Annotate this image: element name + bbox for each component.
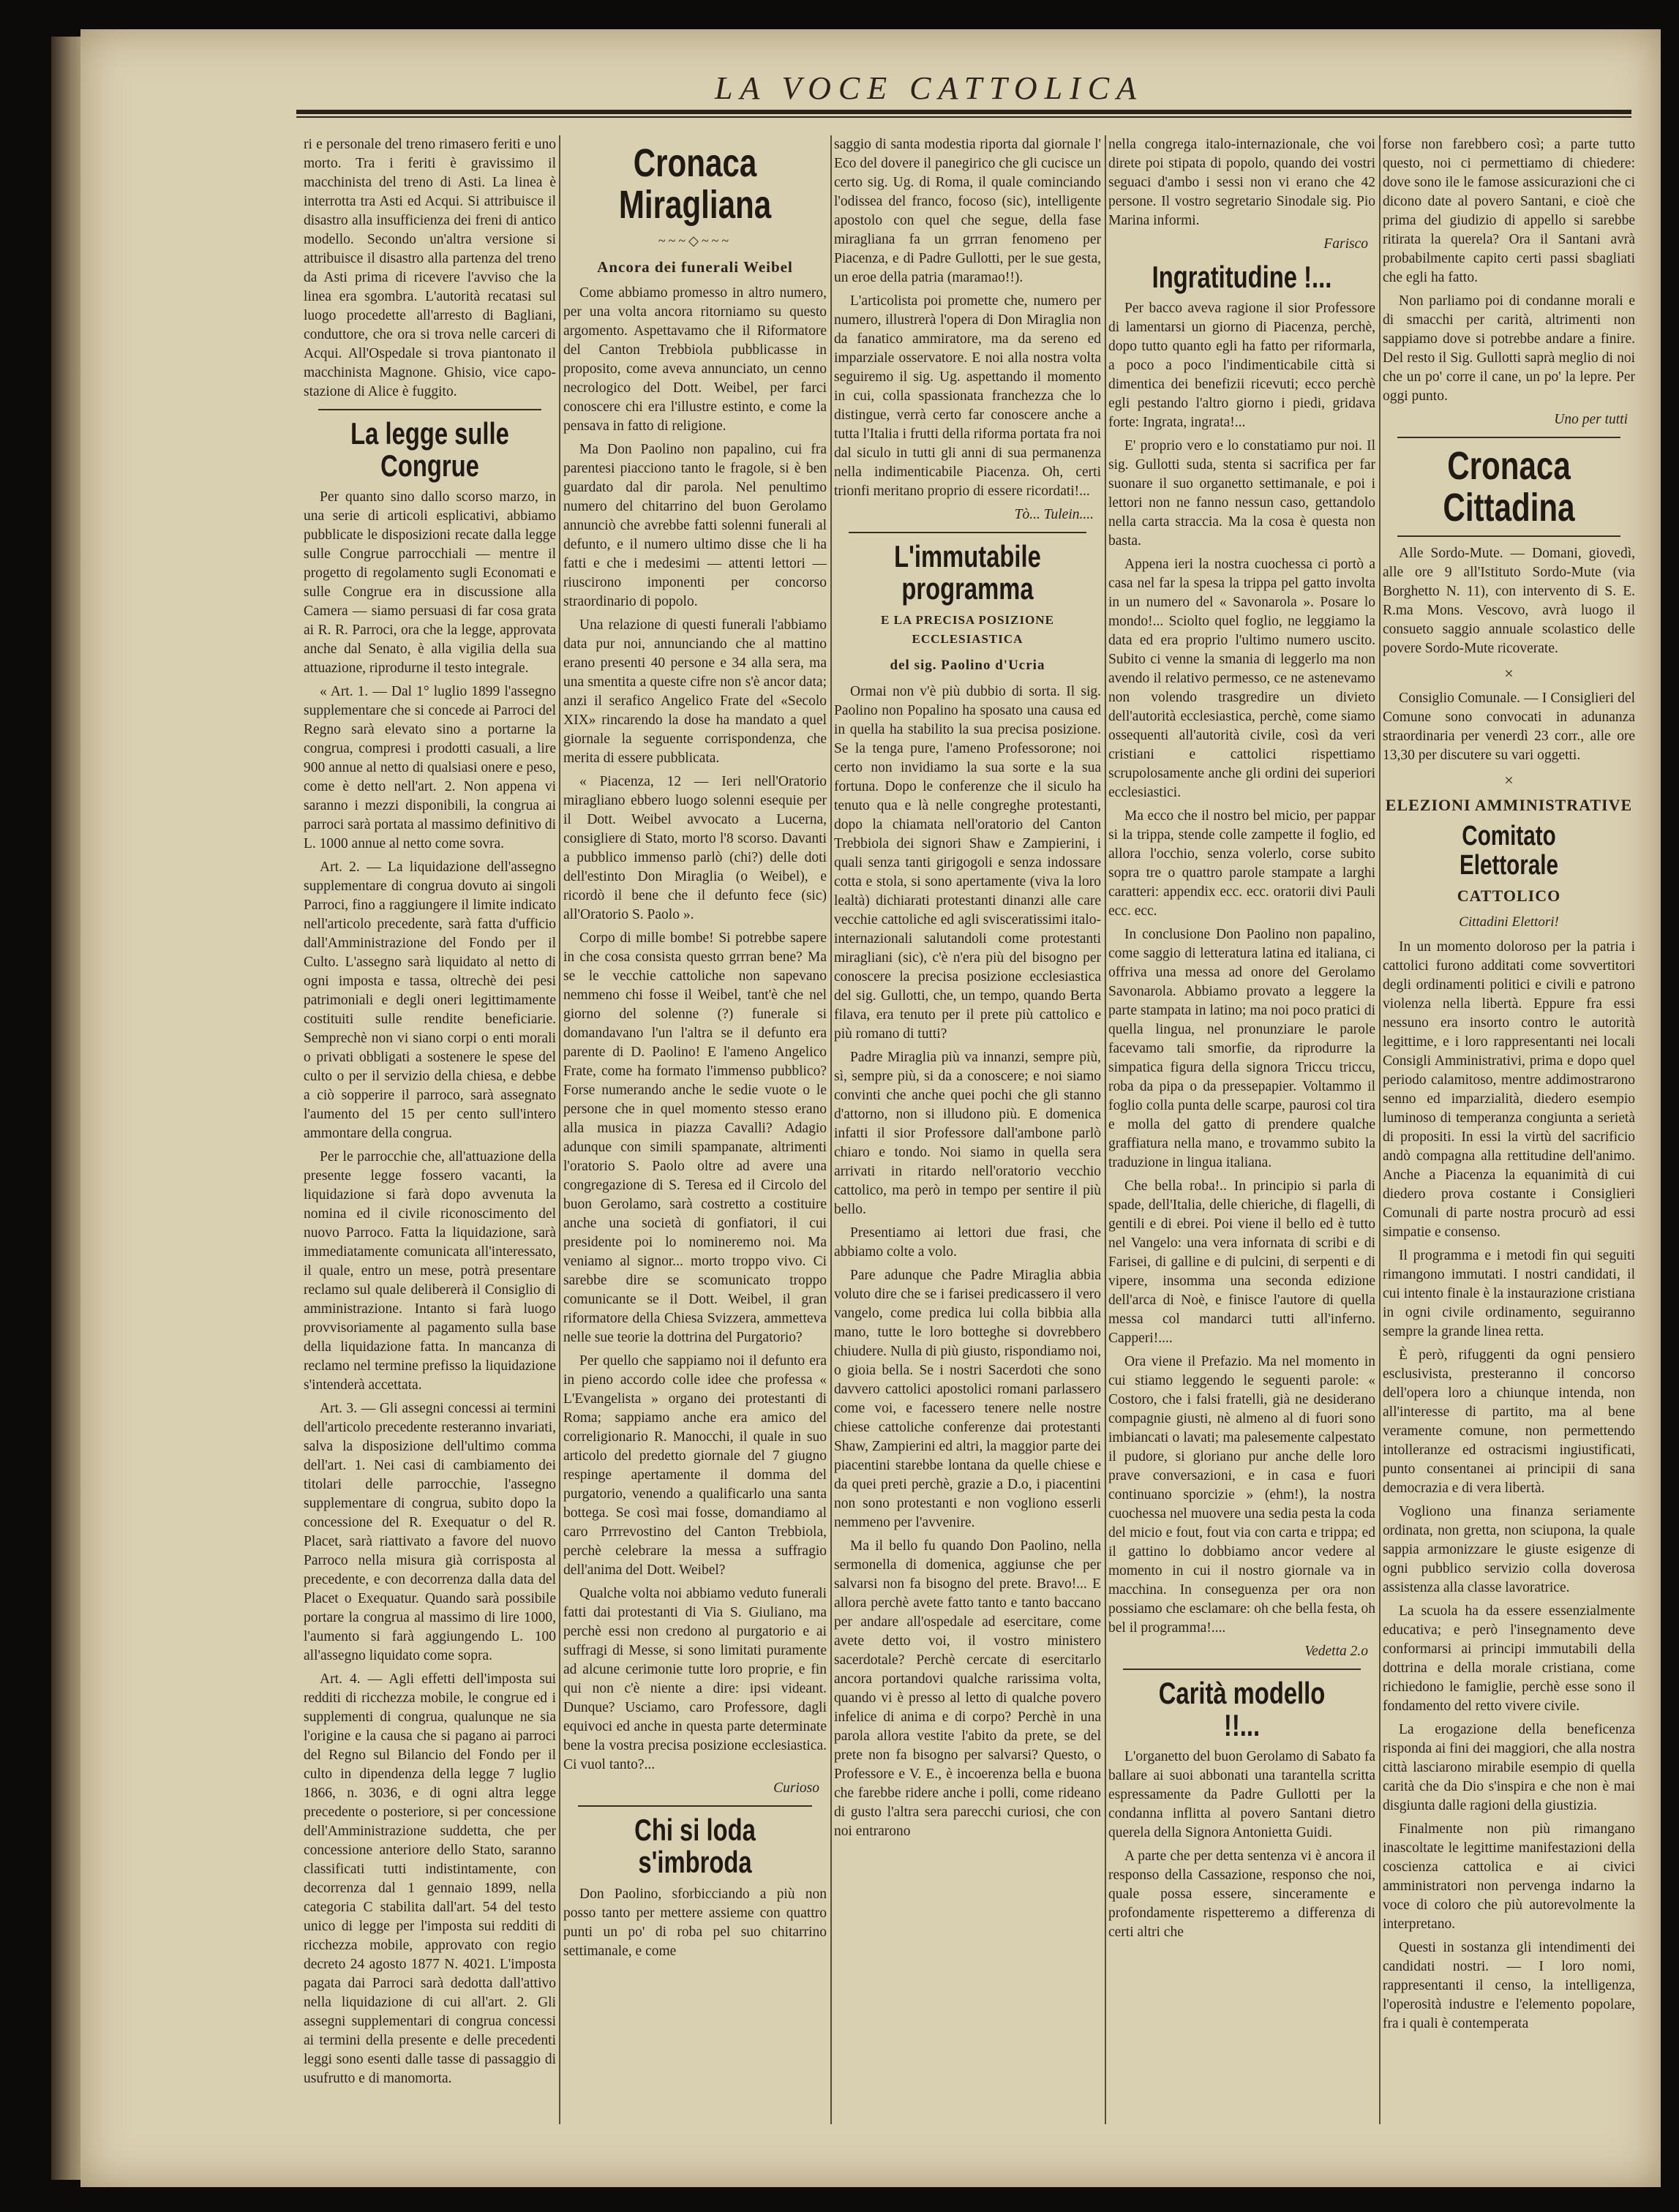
ornament: ~~~◇~~~ [658,233,732,249]
article-divider [1123,1669,1361,1670]
article-text: Come abbiamo promesso in altro numero, per una volta ancora ritorniamo su questo argomento. Aspettavamo che il Riformatore del Canton Trebbiola pubblicasse in proposito, come aveva annunciato, un cenno necrologico del Dott. Weibel, per farci conoscere chi era l'illustre estinto, e come la pensava in fatto di religione. [563,285,827,434]
article-text: Corpo di mille bombe! Si potrebbe sapere in che cosa consista questo grrran bene? Ma se le vecchie cattoliche non sapevano nemmeno chi fosse il Weibel, tant'è che nel giorno del solenne (?) funerale si domandavano l'un l'altra se il defunto era parente di D. Paolino! E l'ameno Angelico Frate, come ha formato l'immenso pubblico? Forse numerando anche le sedie vuote o le persone che in quel momento stesso erano alla musica in piazza Cavalli? Adagio adunque con simili spampanate, altrimenti l'oratorio S. Paolo oltre ad avere una congregazione di S. Teresa ed il Circolo del buon Gerolamo, sarà costretto a costituire anche una società di gonfiatori, il cui presidente poi lo nomineremo noi. Ma veniamo al signor... morto troppo vivo. Ci sarebbe dire se scomunicato troppo comunicante se il Dott. Weibel, il gran riformatore della Chiesa Svizzera, ammetteva nelle sue teorie la dottrina del Purgatorio? [563,930,827,1346]
article-text: E' proprio vero e lo constatiamo pur noi. Il sig. Gullotti suda, stenta si sacrifica per far suonare il suo organetto settimanale, e poi i lettori non ne fanno nessun caso, gettandolo nella carta straccia. Ma la cosa è questa non basta. [1108,438,1375,549]
article-text: Art. 2. — La liquidazione dell'assegno supplementare di congrua dovuto ai singoli Parroci, fino a raggiungere il limite indicato nell'articolo precedente, sarà fatta d'ufficio dall'Amministrazione del Fondo per il Culto. L'assegno sarà liquidato al netto di ogni imposta e tassa, oltrechè dei pesi patrimoniali e degli oneri legittimamente costituiti sulle rendite beneficiarie. Semprechè non vi siano corpi o enti morali o privati obbligati a sostenere le spese del culto o per il servizio della chiesa, e debbe a ciò sopperire il parroco, sarà assegnato l'aumento del 15 per cento sull'intero ammontare della congrua. [304,859,556,1142]
article-text: Ormai non v'è più dubbio di sorta. Il sig. Paolino non Popalino ha sposato una causa ed in quella ha stabilito la sua precisa posizione. Se la tenga pure, l'ameno Professorone; noi certo non invidiamo la sua sorte e la sua fortuna. Dopo le conferenze che il siculo ha tenuto qua e là nelle congreghe protestanti, dopo la chiamata nell'oratorio del Canton Trebbiola dei signori Shaw e Zampierini, i quali senza tanti girigogoli e senza indossare cotta e stola, si sono apertamente (viva la loro lealtà) dichiarati protestanti dinanzi alle care vecchie cattoliche ed agli svisceratissimi italo-internazionali salutandoli come protestanti miragliani (sic), c'è n'era più del bisogno per conoscere la precisa posizione ecclesiastica del sig. Gullotti, che, un tempo, quando Berta filava, era tenuto per il prete più cattolico e più romano di tutti? [834,684,1101,1042]
article-heading: La legge sulle Congrue [350,416,509,484]
article-text: Consiglio Comunale. — I Consiglieri del Comune sono convocati in adunanza straordinaria per venerdì 23 corr., alle ore 13,30 per discutere su vari oggetti. [1383,691,1635,764]
article-text: Questi in sostanza gli intendimenti dei candidati nostri. — I loro nomi, rappresentanti il censo, la intelligenza, l'operosità industre e l'elemento popolare, fra i quali è contemperata [1383,1940,1635,2032]
article-text: In un momento doloroso per la patria i cattolici furono additati come sovvertitori degli ordinamenti politici e civili e patrono violenza nella libertà. Eppure fra essi nessuno era insorto contro le autorità legittime, e i loro rappresentanti nei locali Consigli Amministrativi, prima e dopo quel periodo calamitoso, mentre addimostrarono senno ed imparzialità, diedero esempio luminoso di temperanza congiunta a serietà di propositi. In essi la virtù del sacrificio andò compagna alla rettitudine dell'animo. Anche a Piacenza la equanimità di cui diedero prova costante i Consiglieri Comunali di parte nostra procurò ad essi simpatie e consenso. [1383,939,1635,1241]
article-byline: del sig. Paolino d'Ucria [890,658,1045,674]
column-1 [304,135,556,2139]
article-text: « Art. 1. — Dal 1° luglio 1899 l'assegno supplementare che si concede ai Parroci del Regno sarà elevato sino a portarne la congrua, compresi i prodotti casuali, a lire 900 annue al netto di qualsiasi onere e peso, come è detto nell'art. 2. Non appena vi saranno i mezzi disponibili, la congrua ai parroci sarà portata al massimo definitivo di L. 1000 annue al netto come sovra. [304,684,556,852]
article-heading: Carità modello !!... [1158,1676,1326,1743]
article-text: forse non farebbero così; a parte tutto questo, noi ci permettiamo di chiedere: dove sono ile le famose assicurazioni che ci dicono date al povero Santani, e cioè che prima del giudizio di appello si sarebbe ritirata la querela? Ora il Santani avrà probabilmente capito certi passi sbagliati che egli ha fatto. [1383,137,1635,285]
article-heading: Chi si loda s'imbroda [634,1813,756,1880]
article-text: Ma Don Paolino non papalino, cui fra parentesi piacciono tanto le fragole, si è ben guardato dal dir parola. Nel penultimo numero del chitarrino del buon Gerolamo annunciò che avrebbe fatti solenni funerali al defunto, e il numero ultimo disse che li ha fatti e che i medesimi — attenti lettori — riuscirono imponenti per concorso straordinario di popolo. [563,442,827,610]
article-heading: Ingratitudine !... [1152,260,1332,294]
masthead: LA VOCE CATTOLICA [715,70,1143,106]
article-text: L'articolista poi promette che, numero per numero, illustrerà l'opera di Don Miraglia non da fanatico ammiratore, ma da sereno ed imparziale osservatore. E noi alla nostra volta seguiremo il sig. Ug. aspettando il momento in cui, colla spassionata franchezza che lo distingue, verrà certo far conoscere anche a tutta l'Italia i frutti della riforma portata fra noi dal siculo in tutti gli anni di sua permanenza nella indimenticabile Piacenza. Oh, certi trionfi meritano proprio di essere ricordati!... [834,293,1101,499]
column-divider [1105,135,1106,2124]
column-divider [1379,135,1381,2124]
article-text: Per bacco aveva ragione il sior Professore di lamentarsi un giorno di Piacenza, perchè, dopo tutto quanto egli ha fatto per riformarla, a poco a poco l'indimenticabile città si dimentica dei benefizii ricevuti; ecco perchè egli pestando l'altro giorno i piedi, gridava forte: Ingrata, ingrata!... [1108,301,1375,431]
article-divider [578,1805,812,1807]
article-text: saggio di santa modestia riporta dal giornale l' Eco del dovere il panegirico che gli cucisce un certo sig. Ug. di Roma, il quale cominciando l'odissea del franco, focoso (sic), intelligente apostolo con quel che segue, della fase miragliana fa un grrran fenomeno per Piacenza, e di Padre Gullotti, per le sue gesta, un eroe della patria (maramao!!). [834,137,1101,285]
article-text: Ma ecco che il nostro bel micio, per pappar si la trippa, stende colle zampette il foglio, ed allora l'occhio, senza volerlo, corse subito sopra tre o quattro parole stampate a larghi caratteri: appendix ecc. ecc. oratorii divi Pauli ecc. ecc. [1108,808,1375,919]
article-text: Per le parrocchie che, all'attuazione della presente legge fossero vacanti, la liquidazione si farà dopo avvenuta la nomina ed il civile riconoscimento del nuovo Parroco. Fatta la liquidazione, sarà immediatamente comunicata all'interessato, il quale, entro un mese, potrà presentare reclamo sul quale delibererà il Consiglio di amministrazione. Intanto si farà luogo provvisoriamente al pagamento sulla base della liquidazione fatta. In mancanza di reclamo nel termine prefisso la liquidazione s'intenderà accettata. [304,1149,556,1393]
article-text: È però, rifuggenti da ogni pensiero esclusivista, presteranno il concorso dell'opera loro a chiunque intenda, non all'interesse di partito, ma al bene veramente comune, non permettendo intolleranze ed ostracismi ingiustificati, punto consentanei ai principii di sana democrazia e di vera libertà. [1383,1347,1635,1497]
article-text: Appena ieri la nostra cuochessa ci portò a casa nel far la spesa la trippa pel gatto involta in un numero del « Savonarola ». Posare lo mondo!... Sciolto quel foglio, ne leggiamo la data ed era proprio l'ultimo numero uscito. Subito ci venne la smania di leggerlo ma non avendo il relativo permesso, ce ne astenevamo non volendo trasgredire un divieto dell'autorità ecclesiastica, perchè, come siamo ossequenti all'autorità civile, così da veri cristiani e cattolici rispettiamo scrupolosamente anche gli ordini dei superiori ecclesiastici. [1108,557,1375,801]
article-subheading: CATTOLICO [1457,887,1561,906]
column-2 [563,135,827,2139]
article-text: Don Paolino, sforbicciando a più non posso tanto per mettere assieme con quattro punti un po' di roba pel suo chitarrino settimanale, e come [563,1886,827,1959]
column-3 [834,135,1101,2139]
article-text: Pare adunque che Padre Miraglia abbia voluto dire che se i farisei predicassero il vero vangelo, come predica lui colla bibbia alla mano, tutte le loro botteghe si dovrebbero chiudere. Nulla di più giusto, rispondiamo noi, o gioia bella. Se i nostri Sacerdoti che sono davvero cattolici apostolici romani parlassero come voi, e facessero tenere nelle nostre chiese cattoliche conferenze dai protestanti Shaw, Zampierini ed altri, la maggior parte dei piacentini starebbe lontana da quelle chiese e da quei preti perchè, grazie a D.o, i piacentini non sono protestanti e non vogliono esserli nemmeno per l'avvenire. [834,1268,1101,1531]
article-divider [849,532,1086,533]
article-text: nella congrega italo-internazionale, che voi direte poi stipata di popolo, quando dei vostri seguaci d'ambo i sessi non vi erano che 42 persone. Il vostro segretario Sinodale sig. Pio Marina informi. [1108,137,1375,228]
column-4 [1108,135,1375,2139]
article-text: Alle Sordo-Mute. — Domani, giovedì, alle ore 9 all'Istituto Sordo-Mute (via Borghetto N. 11), con intervento di S. E. R.ma Mons. Vescovo, avrà luogo il consueto saggio annuale scolastico delle povere Sordo-Mute ricoverate. [1383,546,1635,657]
article-text: Finalmente non più rimangano inascoltate le legittime manifestazioni della coscienza cattolica e ai civici amministratori non pervenga indarno la voce di coloro che più autorevolmente la interpretano. [1383,1821,1635,1933]
article-subheading: E LA PRECISA POSIZIONE ECCLESIASTICA [881,613,1054,647]
article-subheading: Ancora dei funerali Weibel [597,258,793,276]
article-divider [1397,437,1620,438]
column-divider [830,135,832,2124]
article-divider [318,409,541,410]
article-subheading: ELEZIONI AMMINISTRATIVE [1385,796,1633,815]
article-text: A parte che per detta sentenza vi è ancora il responso della Cassazione, responso che noi, quale possa essere, sinceramente e profondamente rispetteremo a differenza di certi altri che [1108,1848,1375,1941]
signature: Curioso [773,1780,819,1797]
signature: Farisco [1323,236,1368,252]
section-heading: Cronaca Cittadina [1443,444,1575,530]
article-text: Padre Miraglia più va innanzi, sempre più, sì, sempre più, si da a conoscere; e noi siamo convinti che anche quei pochi che gli stanno d'attorno, non si illudono più. E domenica infatti il sior Professore dall'ambone parlò chiaro e tondo. Noi siamo in quella sera arrivati in ritardo nell'oratorio vecchio cattolico, ma però in tempo per sentire il più bello. [834,1050,1101,1218]
article-text: Il programma e i metodi fin qui seguiti rimangono immutati. I nostri candidati, il cui intento finale è la instaurazione cristiana in ogni civile ordinamento, seguiranno sempre la grande linea retta. [1383,1248,1635,1340]
signature: Tò... Tulein.... [1014,507,1094,522]
article-heading: Cronaca Miragliana [618,141,772,227]
article-text: L'organetto del buon Gerolamo di Sabato fa ballare ai suoi abbonati una tarantella scritta espressamente da Padre Gullotti per la condanna inflitta al povero Santani dietro querela della Signora Antonietta Guidi. [1108,1749,1375,1841]
article-heading: L'immutabile programma [894,539,1041,606]
article-text: Ma il bello fu quando Don Paolino, nella sermonella di domenica, aggiunse che per salvarsi non fa bisogno del prete. Bravo!... E allora perchè avete fatto tanto e tanto baccano per andare all'ospedale ad esercitare, come avete detto voi, il vostro ministero sacerdotale? Perchè cercate di esercitarlo ancora portandovi qualche rarissima volta, quando vi è presso al letto di qualche povero infelice di anima e di corpo? Perchè in una parola allora vestite l'abito da prete, se del prete non fa bisogno per salvarsi? Questo, o Professore e V. E., è incoerenza bella e buona che farebbe ridere anche i polli, come rideano di gusto l'altra sera parecchi curiosi, che con noi entrarono [834,1538,1101,1840]
salutation: Cittadini Elettori! [1459,914,1559,930]
article-text: Ora viene il Prefazio. Ma nel momento in cui stiamo leggendo le seguenti parole: « Costoro, che i falsi fratelli, già ne desiderano compagnie giusti, nè almeno al di fuori sono imbiancati o lavati; ma palesemente calpestato il pudore, si gloriano pur anche delle loro prave conversazioni, e in casa e fuori continuano sporcizie » (ehm!), la nostra cuochessa nel muovere una sedia pesta la coda del micio e fout, fout via con carta e trippa; ed il gattino lo dobbiamo ancor vedere al momento in cui il nostro giornale va in macchina. In conseguenza per ora non possiamo che esclamare: oh che bella festa, oh bel il programma!.... [1108,1354,1375,1636]
article-text: Art. 3. — Gli assegni concessi ai termini dell'articolo precedente resteranno invariati, salva la disposizione dell'ultimo comma dell'art. 1. Nei casi di cambiamento dei titolari delle parrocchie, l'assegno supplementare di congrua, subito dopo la concessione del R. Exequatur o del R. Placet, sarà riattivato a favore del nuovo Parroco nella misura già corrisposta al precedente, e con decorrenza dalla data del Placet o Exequatur. Quando sarà possibile portare la congrua al massimo di lire 1000, l'aumento si farà aggiungendo L. 100 all'assegno liquidato come sopra. [304,1401,556,1664]
article-text: Una relazione di questi funerali l'abbiamo data pur noi, annunciando che al mattino erano presenti 40 persone e 34 alla sera, ma una smentita a queste cifre non s'è ancor data; anzi il serafico Angelico Frate del «Secolo XIX» rincarendo la dose ha mandato a quel giornale la seguente corrispondenza, che merita di essere pubblicata. [563,617,827,767]
article-text: Per quello che sappiamo noi il defunto era in pieno accordo colle idee che professa « L'Evangelista » organo dei protestanti di Roma; sappiamo anche era amico del correligionario R. Manocchi, il quale in suo articolo del predetto giornale del 7 giugno respinge apertamente il domma del purgatorio, venendo a qualificarlo una santa bottega. Se così mai fosse, domandiamo al caro Prrrevostino del Canton Trebbiola, perchè celebrare la messa a suffragio dell'anima del Dott. Weibel? [563,1353,827,1579]
column-divider [559,135,560,2124]
article-text: Per quanto sino dallo scorso marzo, in una serie di articoli esplicativi, abbiamo pubblicate le disposizioni recate dalla legge sulle Congrue parrocchiali — mentre il progetto di regolamento sugli Economati e sulle Congrue era in discussione alla Camera — siamo persuasi di far cosa grata ai R. R. Parroci, ora che la legge, approvata anche dal Senato, è alla vigilia della sua attuazione, riprodurne il testo integrale. [304,489,556,677]
signature: Uno per tutti [1554,412,1628,427]
article-text: In conclusione Don Paolino non papalino, come saggio di letteratura latina ed italiana, ci offriva una messa ad onore del Gerolamo Savonarola. Abbiamo provato a leggere la parte stampata in latino; ma noi poco pratici di quella lingua, nel pronunziare le parole facevamo tali smorfie, da riprodurre la simpatica figura della signora Triccu triccu, roba da pipa o da pressepapier. Voltammo il foglio colla punta delle scarpe, paurosi col tira e molla del gatto di prendere qualche graffiatura nella mano, e trovammo subito la traduzione in lingua italiana. [1108,927,1375,1171]
column-5 [1383,135,1635,2139]
signature: Vedetta 2.o [1304,1644,1368,1660]
header-rule [296,110,1631,118]
separator-cross: × [1504,771,1514,790]
separator-cross: × [1504,664,1514,683]
article-text: Vogliono una finanza seriamente ordinata, non gretta, non sciupona, la quale sappia armonizzare le giuste esigenze di ogni pubblico servizio colla doverosa assistenza alla classe lavoratrice. [1383,1504,1635,1596]
article-text: La scuola ha da essere essenzialmente educativa; e però l'insegnamento deve conformarsi ai principi immutabili della dottrina e della morale cristiana, come richiedono le famiglie, perchè esse sono il fondamento del retto vivere civile. [1383,1603,1635,1715]
article-heading: Comitato Elettorale [1459,821,1559,881]
article-text: ri e personale del treno rimasero feriti e uno morto. Tra i feriti è gravissimo il macchinista del treno di Asti. La linea è interrotta tra Asti ed Acqui. Si attribuisce il disastro alla insufficienza dei freni di antico modello. Secondo un'altra versione si attribuisce il disastro alla partenza del treno da Asti prima di ricevere l'avviso che la linea era sgombra. L'autorità recatasi sul luogo procedette all'arresto di Bagliani, conduttore, che ora si trova nelle carceri di Acqui. All'Ospedale si trova piantonato il macchinista Magnone. Ghisio, vice capo-stazione di Alice è fuggito. [304,137,556,399]
article-text: « Piacenza, 12 — Ieri nell'Oratorio miragliano ebbero luogo solenni esequie per il Dott. Weibel avvocato a Lucerna, consigliere di Stato, morto l'8 scorso. Davanti a pubblico immenso parlò (chi?) delle doti dell'estinto Don Miraglia (o Weibel), e ricordò il bene che il defunto fece (sic) all'Oratorio S. Paolo ». [563,774,827,923]
article-text: Qualche volta noi abbiamo veduto funerali fatti dai protestanti di Via S. Giuliano, ma perchè essi non credono al purgatorio e ai suffragi di Messe, si sono limitati puramente ad alcune cerimonie tutte loro proprie, e fin qui non c'è niente a dire: ipsi videant. Dunque? Usciamo, caro Professore, dagli equivoci ed anche in questa parte determinate bene la vostra precisa posizione ecclesiastica. Ci vuol tanto?... [563,1586,827,1773]
article-divider [1397,535,1620,537]
article-text: Presentiamo ai lettori due frasi, che abbiamo colte a volo. [834,1225,1101,1260]
article-text: Non parliamo poi di condanne morali e di smacchi per carità, altrimenti non sappiamo dove si potrebbe andare a finire. Del resto il Sig. Gullotti saprà meglio di noi che un po' corre il cane, un po' la lepre. Per oggi punto. [1383,293,1635,404]
article-text: Che bella roba!.. In principio si parla di spade, dell'Italia, delle chieriche, di flagelli, di gentili e di ebrei. Poi viene il bello ed è tutto nel Vangelo: una vera infornata di scribi e di Farisei, di galline e di pulcini, di serpenti e di vipere, insomma una seconda edizione dell'arca di Noè, e finisce l'autore di quella messa col mandarci tutti all'inferno. Capperi!.... [1108,1178,1375,1347]
article-text: La erogazione della beneficenza risponda ai fini dei maggiori, che alla nostra città lasciarono mirabile esempio di quella carità che da Dio s'inspira e che non è mai disgiunta dalle ragioni della giustizia. [1383,1722,1635,1814]
article-text: Art. 4. — Agli effetti dell'imposta sui redditi di ricchezza mobile, le congrue ed i supplementi di congrua, qualunque ne sia l'origine e la causa che si pagano ai parroci del Regno sul Bilancio del Fondo per il culto in dipendenza della legge 7 luglio 1866, n. 3036, e di ogni altra legge precedente o posteriore, si per concessione dell'Amministrazione suddetta, che per concessione anteriore dello Stato, saranno classificati tutti indistintamente, con decorrenza dal 1 gennaio 1899, nella categoria C stabilita dall'art. 54 del testo unico di legge per l'imposta sui redditi di ricchezza mobile, approvato con regio decreto 24 agosto 1877 N. 4021. L'imposta pagata dai Parroci sarà dedotta dall'attivo nella liquidazione di cui all'art. 2. Gli assegni supplementari di congrua concessi ai termini della presente e delle precedenti leggi sono esenti dalle tasse di passaggio di usufrutto e di manomorta. [304,1671,556,2087]
